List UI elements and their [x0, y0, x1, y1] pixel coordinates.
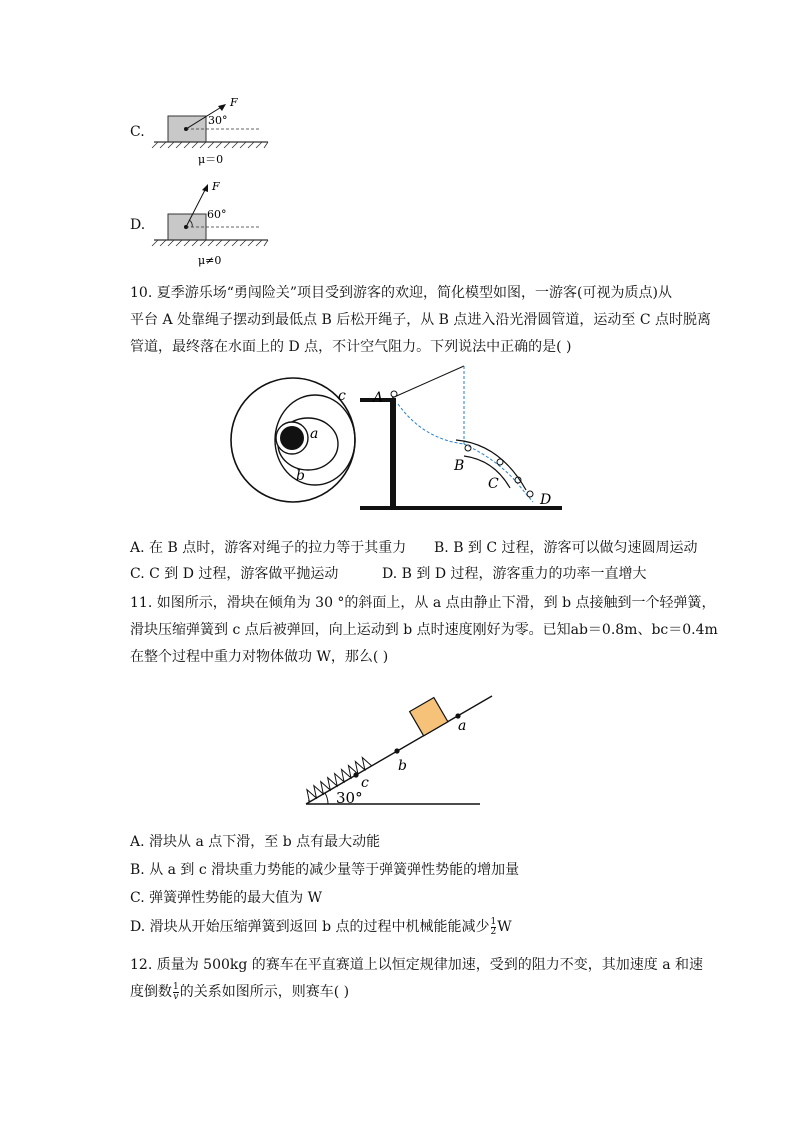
option-d-force: F — [212, 180, 220, 193]
q11-option-b: B. 从 a 到 c 滑块重力势能的减少量等于弹簧弹性势能的增加量 — [130, 862, 520, 878]
option-c-angle: 30° — [208, 114, 228, 127]
q10-label-b: b — [296, 468, 305, 484]
q10-option-d: D. B 到 D 过程，游客重力的功率一直增大 — [382, 566, 647, 582]
option-c-force: F — [230, 96, 238, 109]
q10-stem-line2: 平台 A 处靠绳子摆动到最低点 B 后松开绳子，从 B 点进入沿光滑圆管道，运动至 C 点时脱离 — [130, 312, 711, 328]
q10-stem-line1: 10. 夏季游乐场“勇闯险关”项目受到游客的欢迎，简化模型如图，一游客(可视为质点)从 — [130, 285, 672, 301]
q10-label-C: C — [488, 476, 499, 492]
q11-option-c: C. 弹簧弹性势能的最大值为 W — [130, 890, 322, 906]
q10-option-b: B. B 到 C 过程，游客可以做匀速圆周运动 — [434, 540, 698, 556]
q12-stem-suffix: 的关系如图所示，则赛车( ) — [179, 984, 350, 1000]
q10-label-B: B — [454, 458, 465, 474]
option-c-friction: μ＝0 — [198, 153, 224, 166]
q11-label-b: b — [398, 758, 407, 774]
q11-label-a: a — [458, 718, 467, 734]
q10-option-a: A. 在 B 点时，游客对绳子的拉力等于其重力 — [130, 540, 407, 556]
fraction-numerator: 1 — [490, 916, 497, 927]
q11-figure — [296, 672, 496, 812]
q11-label-c: c — [361, 775, 369, 791]
q12-stem-line1: 12. 质量为 500kg 的赛车在平直赛道上以恒定规律加速，受到的阻力不变，其加速度 a 和速 — [130, 957, 704, 973]
q10-label-D: D — [540, 492, 552, 508]
q11-option-d-text: D. 滑块从开始压缩弹簧到返回 b 点的过程中机械能能减少 — [130, 919, 490, 935]
q11-stem-line3: 在整个过程中重力对物体做功 W，那么( ) — [130, 649, 389, 665]
q11-option-d-fraction — [491, 918, 497, 937]
q12-stem-line2 — [130, 982, 349, 1002]
q10-label-A: A — [373, 390, 384, 406]
q11-option-a: A. 滑块从 a 点下滑，至 b 点有最大动能 — [130, 834, 381, 850]
q11-stem-line2: 滑块压缩弹簧到 c 点后被弹回，向上运动到 b 点时速度刚好为零。已知ab＝0.8m、bc＝0.4m — [130, 622, 718, 638]
q10-figure — [228, 364, 568, 519]
q11-stem-line1: 11. 如图所示，滑块在倾角为 30 °的斜面上，从 a 点由静止下滑，到 b 点接触到一个轻弹簧， — [130, 595, 716, 611]
q12-fraction — [173, 983, 179, 1002]
q11-option-d — [130, 917, 512, 937]
q11-option-d-suffix: W — [497, 919, 512, 935]
option-d-figure — [150, 176, 280, 268]
fraction-denominator: v — [173, 991, 179, 1002]
option-c-label: C. — [130, 124, 145, 140]
q10-label-a: a — [310, 426, 319, 442]
option-d-label: D. — [130, 217, 146, 233]
q12-stem-text: 度倒数 — [130, 984, 172, 1000]
fraction-numerator: 1 — [173, 981, 179, 992]
q10-stem-line3: 管道，最终落在水面上的 D 点，不计空气阻力。下列说法中正确的是( ) — [130, 339, 572, 355]
q10-option-c: C. C 到 D 过程，游客做平抛运动 — [130, 566, 339, 582]
q10-label-c: c — [338, 388, 346, 404]
q11-angle-label: 30° — [336, 789, 363, 807]
option-d-friction: μ≠0 — [198, 254, 222, 267]
option-c-figure — [150, 92, 280, 170]
fraction-denominator: 2 — [490, 926, 497, 937]
option-d-angle: 60° — [207, 208, 227, 221]
